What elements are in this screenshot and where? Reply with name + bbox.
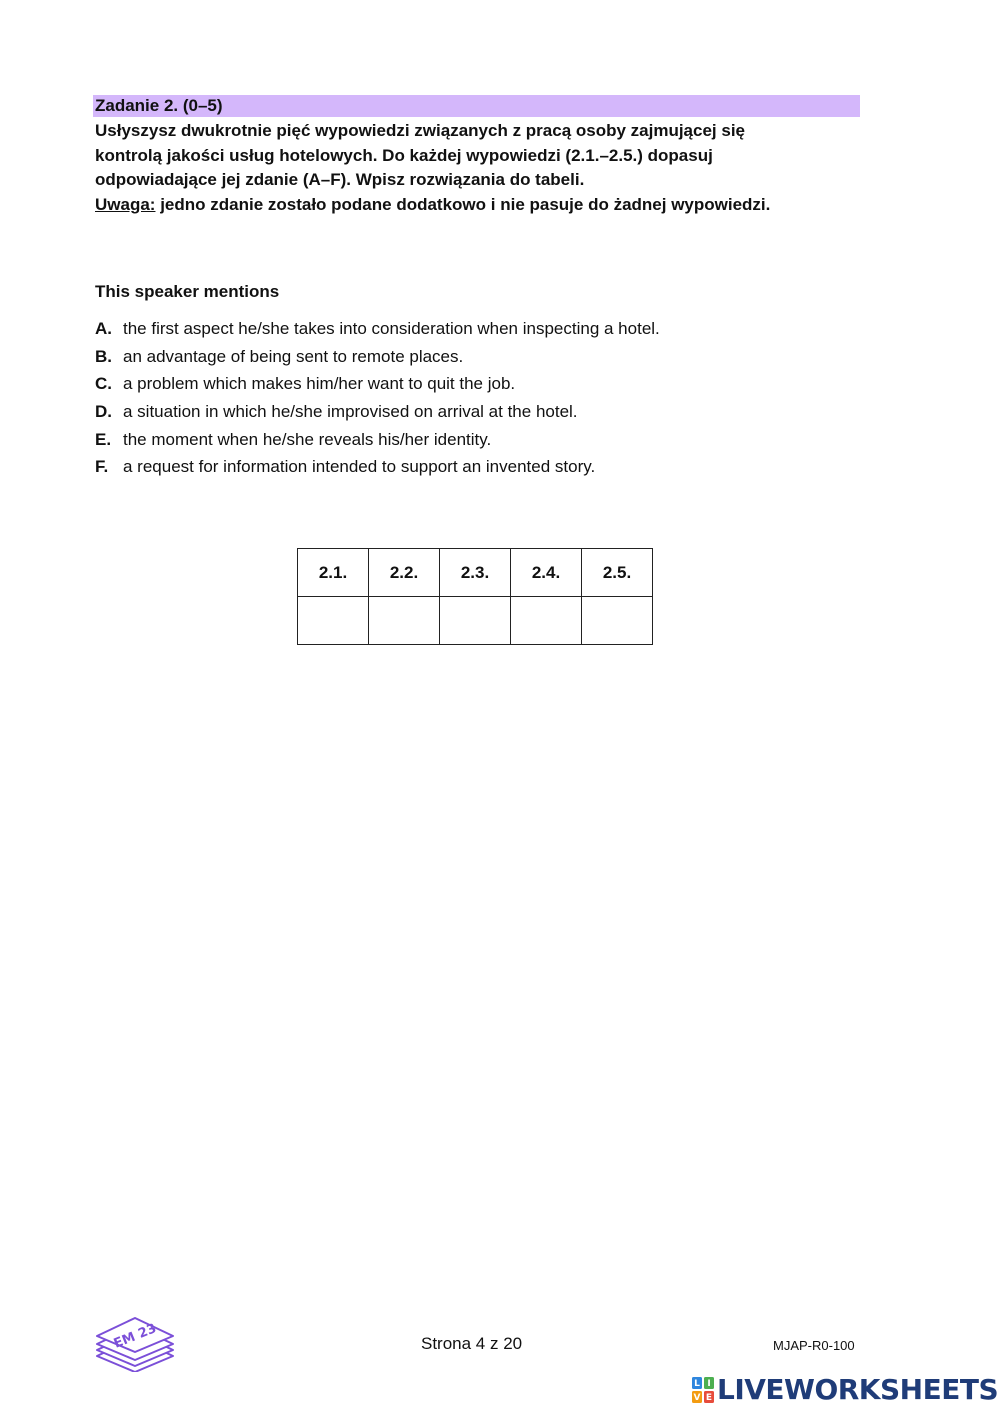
- answer-header-2-2: 2.2.: [369, 549, 440, 597]
- task-instructions: [95, 119, 855, 217]
- answer-cell-2-2[interactable]: [369, 597, 440, 645]
- option-a: [95, 318, 660, 346]
- answer-cell-2-5[interactable]: [582, 597, 653, 645]
- liveworksheets-text: LIVEWORKSHEETS: [717, 1373, 999, 1406]
- option-letter: F.: [95, 457, 109, 477]
- instruction-line: kontrolą jakości usług hotelowych. Do każdej wypowiedzi (2.1.–2.5.) dopasuj: [95, 145, 713, 165]
- answer-cell-2-4[interactable]: [511, 597, 582, 645]
- option-text: the moment when he/she reveals his/her identity.: [123, 429, 492, 449]
- liveworksheets-brand[interactable]: [692, 1373, 998, 1407]
- options-lead: This speaker mentions: [95, 282, 280, 301]
- liveworksheets-logo-icon: [692, 1377, 714, 1403]
- document-code: MJAP-R0-100: [773, 1338, 855, 1353]
- note-label: Uwaga:: [95, 194, 156, 214]
- answer-header-2-1: 2.1.: [298, 549, 369, 597]
- icon-letter: L: [694, 1379, 700, 1389]
- icon-letter: V: [693, 1393, 701, 1403]
- exam-logo-icon: [93, 1312, 177, 1372]
- option-text: a request for information intended to support an invented story.: [123, 457, 596, 477]
- option-text: a situation in which he/she improvised on arrival at the hotel.: [123, 402, 578, 422]
- note-text: jedno zdanie zostało podane dodatkowo i nie pasuje do żadnej wypowiedzi.: [155, 194, 771, 214]
- option-e: [95, 429, 660, 457]
- answer-header-2-3: 2.3.: [440, 549, 511, 597]
- icon-letter: I: [707, 1379, 711, 1389]
- instruction-line: Usłyszysz dwukrotnie pięć wypowiedzi związanych z pracą osoby zajmującej się: [95, 121, 746, 140]
- option-c: [95, 373, 660, 401]
- note-line: [95, 193, 855, 218]
- option-d: [95, 401, 660, 429]
- logo-text: EM 23: [111, 1321, 159, 1352]
- page-number: Strona 4 z 20: [421, 1334, 523, 1353]
- answer-table: [297, 548, 653, 645]
- instruction-line: odpowiadające jej zdanie (A–F). Wpisz rozwiązania do tabeli.: [95, 170, 585, 189]
- option-letter: C.: [95, 374, 112, 394]
- option-text: the first aspect he/she takes into consideration when inspecting a hotel.: [123, 319, 660, 338]
- answer-input-row: [298, 597, 653, 645]
- option-letter: B.: [95, 346, 112, 366]
- task-title: Zadanie 2. (0–5): [93, 95, 860, 117]
- option-text: a problem which makes him/her want to quit the job.: [123, 374, 516, 394]
- option-text: an advantage of being sent to remote places.: [123, 346, 464, 366]
- option-letter: A.: [95, 319, 112, 338]
- options-list: [95, 318, 660, 484]
- option-letter: D.: [95, 402, 112, 422]
- answer-cell-2-3[interactable]: [440, 597, 511, 645]
- answer-header-row: [298, 549, 653, 597]
- option-letter: E.: [95, 429, 112, 449]
- answer-cell-2-1[interactable]: [298, 597, 369, 645]
- answer-header-2-5: 2.5.: [582, 549, 653, 597]
- answer-header-2-4: 2.4.: [511, 549, 582, 597]
- icon-letter: E: [705, 1393, 713, 1403]
- option-f: [95, 456, 660, 484]
- option-b: [95, 346, 660, 374]
